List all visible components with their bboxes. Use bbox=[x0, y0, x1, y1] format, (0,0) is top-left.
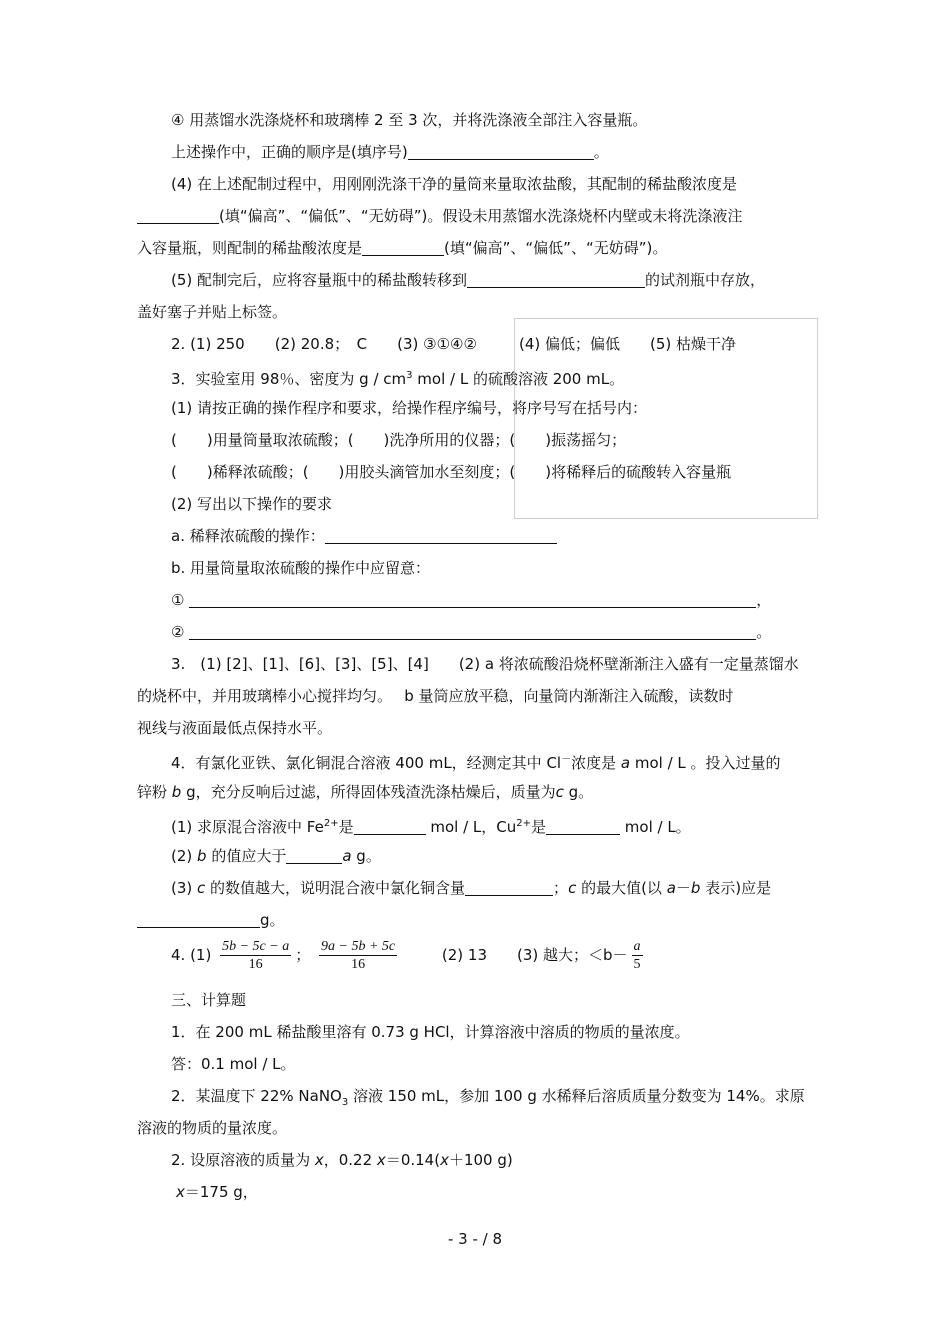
text: 1．在 200 mL 稀盐酸里溶有 0.73 g HCl，计算溶液中溶质的物质的量浓度。 bbox=[171, 1023, 690, 1041]
question-4-line2 bbox=[137, 206, 742, 226]
question-3-part2 bbox=[171, 494, 332, 514]
answer-2 bbox=[171, 334, 477, 354]
section-heading bbox=[171, 990, 246, 1010]
text: 2. 设原溶液的质量为 bbox=[171, 1151, 315, 1169]
text: (4) 在上述配制过程中，用刚刚洗涤干净的量筒来量取浓盐酸，其配制的稀盐酸浓度是 bbox=[171, 175, 738, 193]
order-question bbox=[171, 142, 609, 162]
text: 是 bbox=[531, 818, 547, 836]
text: 2．某温度下 22% NaNO bbox=[171, 1087, 342, 1105]
problem-1 bbox=[171, 1022, 690, 1042]
variable: b bbox=[197, 847, 207, 865]
text: (2) bbox=[171, 847, 198, 865]
text: mol / L。 bbox=[620, 818, 691, 836]
answer-3-line2 bbox=[137, 686, 734, 706]
question-3-title bbox=[171, 366, 624, 389]
text: (4) 偏低；偏低 (5) 枯燥干净 bbox=[519, 335, 737, 353]
answer-blank[interactable] bbox=[325, 527, 557, 544]
question-4-part3-line2 bbox=[137, 910, 285, 930]
text: 的最大值(以 bbox=[576, 879, 667, 897]
text: g，充分反响后过滤，所得固体残渣洗涤枯燥后，质量为 bbox=[181, 783, 556, 801]
problem-2-solution-1 bbox=[171, 1150, 513, 1170]
variable: x bbox=[314, 1151, 324, 1169]
text: ( )稀释浓硫酸；( )用胶头滴管加水至刻度；( )将稀释后的硫酸转入容量瓶 bbox=[171, 463, 732, 481]
text: ① bbox=[171, 591, 185, 609]
text: 3. (1) [2]、[1]、[6]、[3]、[5]、[4] (2) a 将浓硫酸沿烧杯壁渐渐注入盛有一定量蒸馏水 bbox=[171, 655, 799, 673]
question-3-b bbox=[171, 558, 430, 578]
text: (填“偏高”、“偏低”、“无妨碍”)。 bbox=[444, 239, 668, 257]
question-4-title bbox=[171, 750, 781, 773]
question-4-line1 bbox=[171, 174, 737, 194]
text: 视线与液面最低点保持水平。 bbox=[137, 719, 333, 737]
answer-blank[interactable] bbox=[189, 623, 756, 640]
numerator: 5b − 5c − a bbox=[222, 939, 290, 954]
text: 浓度是 bbox=[571, 754, 621, 772]
text: 4．有氯化亚铁、氯化铜混合溶液 400 mL，经测定其中 Cl bbox=[171, 754, 562, 772]
answer-blank[interactable] bbox=[189, 591, 756, 608]
fraction-a-over-5 bbox=[632, 938, 643, 973]
text: 是 bbox=[338, 818, 354, 836]
answer-blank[interactable] bbox=[354, 818, 426, 835]
question-3-b1 bbox=[171, 590, 771, 610]
answer-blank[interactable] bbox=[137, 207, 219, 224]
question-4-part1 bbox=[171, 814, 691, 837]
text: b. 用量筒量取浓硫酸的操作中应留意： bbox=[171, 559, 431, 577]
denominator: 5 bbox=[633, 957, 641, 972]
answer-3-line3 bbox=[137, 718, 332, 738]
answer-blank[interactable] bbox=[286, 847, 342, 864]
text: 溶液的物质的量浓度。 bbox=[137, 1119, 288, 1137]
answer-3-line1 bbox=[171, 654, 799, 674]
text: 的试剂瓶中存放， bbox=[645, 271, 766, 289]
question-4-part3 bbox=[171, 878, 771, 898]
variable: x bbox=[376, 1151, 386, 1169]
superscript: － bbox=[561, 754, 572, 765]
text: ，0.22 bbox=[323, 1151, 377, 1169]
text: ( )用量筒量取浓硫酸；( )洗净所用的仪器；( )振荡摇匀； bbox=[171, 431, 627, 449]
text: a. 稀释浓硫酸的操作： bbox=[171, 527, 325, 545]
question-3-steps-row1 bbox=[171, 430, 626, 450]
denominator: 16 bbox=[248, 957, 263, 972]
text: 3．实验室用 98％、密度为 g / cm bbox=[171, 370, 407, 388]
problem-1-answer bbox=[171, 1054, 296, 1074]
text: ④ 用蒸馏水洗涤烧杯和玻璃棒 2 至 3 次，并将洗涤液全部注入容量瓶。 bbox=[171, 111, 648, 129]
text: 的值应大于 bbox=[206, 847, 287, 865]
text: g。 bbox=[351, 847, 381, 865]
variable: a bbox=[620, 754, 631, 772]
answer-blank[interactable] bbox=[137, 911, 260, 928]
denominator: 16 bbox=[351, 957, 366, 972]
text: g。 bbox=[260, 911, 285, 929]
variable: b bbox=[171, 783, 182, 801]
fraction-cu bbox=[319, 938, 397, 973]
step-4-text bbox=[171, 110, 647, 130]
question-4-title-line2 bbox=[137, 782, 593, 802]
question-3-a bbox=[171, 526, 557, 546]
fraction-fe bbox=[220, 938, 291, 973]
text: ② bbox=[171, 623, 185, 641]
variable: a bbox=[666, 879, 676, 897]
variable: c bbox=[555, 783, 564, 801]
text: ； bbox=[295, 946, 311, 964]
problem-2-solution-2 bbox=[176, 1182, 258, 1202]
text: 锌粉 bbox=[137, 783, 172, 801]
superscript: 3 bbox=[406, 370, 413, 381]
answer-blank[interactable] bbox=[465, 879, 553, 896]
text: ； bbox=[553, 879, 569, 897]
variable: x bbox=[440, 1151, 449, 1169]
page-number: - 3 - / 8 bbox=[447, 1230, 503, 1248]
superscript: 2+ bbox=[323, 818, 339, 829]
answer-blank[interactable] bbox=[467, 271, 645, 288]
question-3-part1 bbox=[171, 398, 647, 418]
text: 上述操作中，正确的顺序是(填序号) bbox=[171, 143, 408, 161]
text: mol / L 。投入过量的 bbox=[630, 754, 781, 772]
variable: c bbox=[197, 879, 206, 897]
question-5-line2 bbox=[137, 302, 287, 322]
answer-blank[interactable] bbox=[408, 143, 594, 160]
text: (3) bbox=[171, 879, 198, 897]
text: 盖好塞子并贴上标签。 bbox=[137, 303, 288, 321]
text: ＋100 g) bbox=[448, 1151, 513, 1169]
text: ＝0.14( bbox=[385, 1151, 441, 1169]
text: 表示)应是 bbox=[700, 879, 772, 897]
variable: b bbox=[690, 879, 701, 897]
problem-2-line1 bbox=[171, 1086, 805, 1113]
text: mol / L 的硫酸溶液 200 mL。 bbox=[412, 370, 625, 388]
question-4-part2 bbox=[171, 846, 381, 866]
text: (填“偏高”、“偏低”、“无妨碍”)。假设未用蒸馏水洗涤烧杯内壁或未将洗涤液注 bbox=[219, 207, 743, 225]
answer-blank[interactable] bbox=[546, 818, 620, 835]
text: 。 bbox=[756, 623, 772, 641]
text: 4. (1) bbox=[171, 946, 212, 964]
superscript: 2+ bbox=[516, 818, 531, 829]
problem-2-line2 bbox=[137, 1118, 287, 1138]
text: 溶液 150 mL，参加 100 g 水稀释后溶质质量分数变为 14%。求原 bbox=[348, 1087, 805, 1105]
text: － bbox=[675, 879, 691, 897]
numerator: 9a − 5b + 5c bbox=[321, 939, 396, 954]
text: g。 bbox=[563, 783, 594, 801]
text: (5) 配制完后，应将容量瓶中的稀盐酸转移到 bbox=[171, 271, 468, 289]
text: 的烧杯中，并用玻璃棒小心搅拌均匀。 b 量筒应放平稳，向量筒内渐渐注入硫酸，读数时 bbox=[137, 687, 734, 705]
text: 的数值越大，说明混合液中氯化铜含量 bbox=[205, 879, 466, 897]
question-5-line1 bbox=[171, 270, 765, 290]
text: 答：0.1 mol / L。 bbox=[171, 1055, 296, 1073]
text: ＝175 g， bbox=[184, 1183, 258, 1201]
variable: c bbox=[568, 879, 577, 897]
text: mol / L，Cu bbox=[425, 818, 517, 836]
question-4-line3 bbox=[137, 238, 667, 258]
answer-2-continued bbox=[519, 334, 736, 354]
variable: a bbox=[342, 847, 352, 865]
text: (2) 13 (3) 越大；＜b－ bbox=[441, 946, 628, 964]
question-3-steps-row2 bbox=[171, 462, 731, 482]
numerator: a bbox=[633, 939, 641, 954]
text: (2) 写出以下操作的要求 bbox=[171, 495, 333, 513]
question-3-b2 bbox=[171, 622, 771, 642]
answer-4 bbox=[171, 936, 647, 974]
text: 入容量瓶，则配制的稀盐酸浓度是 bbox=[137, 239, 363, 257]
answer-blank[interactable] bbox=[362, 239, 444, 256]
text: 三、计算题 bbox=[171, 991, 247, 1009]
text: 2. (1) 250 (2) 20.8； C (3) ③①④② bbox=[171, 335, 477, 353]
subscript: 3 bbox=[341, 1097, 349, 1108]
variable: x bbox=[176, 1183, 185, 1201]
text: ， bbox=[756, 591, 772, 609]
text: (1) 请按正确的操作程序和要求，给操作程序编号，将序号写在括号内： bbox=[171, 399, 648, 417]
text: (1) 求原混合溶液中 Fe bbox=[171, 818, 324, 836]
text: 。 bbox=[593, 143, 609, 161]
